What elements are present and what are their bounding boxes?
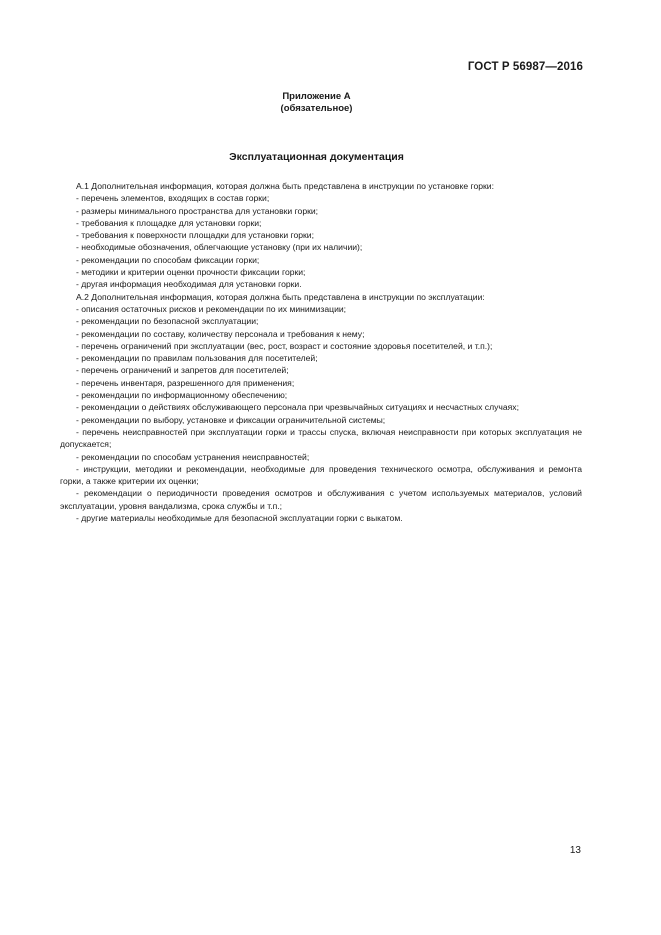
list-item: - перечень ограничений при эксплуатации (вес, рост, возраст и состояние здоровья посетителей, и т.п.); [76, 340, 493, 351]
list-item: - требования к поверхности площадки для установки горки; [76, 230, 314, 241]
list-item-periodicity: - рекомендации о периодичности проведения осмотров и обслуживания с учетом используемых материалов, условий эксплуатации, уровня вандализма, срока службы и т.п.; [60, 488, 582, 511]
list-item-faults: - перечень неисправностей при эксплуатации горки и трассы спуска, включая неисправности при которых эксплуатация не допускается; [60, 426, 582, 450]
annex-label: Приложение А [282, 91, 351, 102]
list-item: - другая информация необходимая для установки горки. [76, 279, 302, 290]
list-item: - перечень инвентаря, разрешенного для применения; [76, 377, 295, 388]
list-item: - перечень элементов, входящих в состав горки; [76, 193, 270, 204]
annex-heading [0, 91, 633, 115]
list-item: - рекомендации по способам фиксации горки; [76, 254, 260, 265]
list-item: - рекомендации о действиях обслуживающего персонала при чрезвычайных ситуациях и несчастных случаях; [76, 402, 519, 413]
list-item-other: - другие материалы необходимые для безопасной эксплуатации горки с выкатом. [76, 513, 403, 524]
list-item: - рекомендации по информационному обеспечению; [76, 390, 288, 401]
standard-id: ГОСТ Р 56987—2016 [467, 61, 583, 73]
list-item: - перечень ограничений и запретов для посетителей; [76, 365, 289, 376]
list-item: - описания остаточных рисков и рекомендации по их минимизации; [76, 303, 347, 314]
list-item: - рекомендации по составу, количеству персонала и требования к нему; [76, 328, 365, 339]
clause-a2-intro: А.2 Дополнительная информация, которая должна быть представлена в инструкции по эксплуатации: [76, 291, 485, 302]
list-item-fault-fix: - рекомендации по способам устранения неисправностей; [76, 451, 310, 462]
list-item: - рекомендации по безопасной эксплуатации; [76, 316, 259, 327]
list-item: - требования к площадке для установки горки; [76, 217, 262, 228]
list-item: - методики и критерии оценки прочности фиксации горки; [76, 267, 306, 278]
document-body [60, 180, 582, 524]
list-item: - размеры минимального пространства для установки горки; [76, 205, 319, 216]
section-title: Эксплуатационная документация [229, 151, 404, 163]
list-item: - рекомендации по правилам пользования для посетителей; [76, 353, 318, 364]
page-number: 13 [569, 845, 581, 856]
list-item-inspection: - инструкции, методики и рекомендации, необходимые для проведения технического осмотра, обслуживания и ремонта горки, а также критерии их оценки; [60, 463, 582, 487]
list-item: - необходимые обозначения, облегчающие установку (при их наличии); [76, 242, 363, 253]
list-item: - рекомендации по выбору, установке и фиксации ограничительной системы; [76, 414, 386, 425]
annex-status: (обязательное) [280, 103, 353, 114]
clause-a1-intro: А.1 Дополнительная информация, которая должна быть представлена в инструкции по установке горки: [76, 181, 494, 191]
